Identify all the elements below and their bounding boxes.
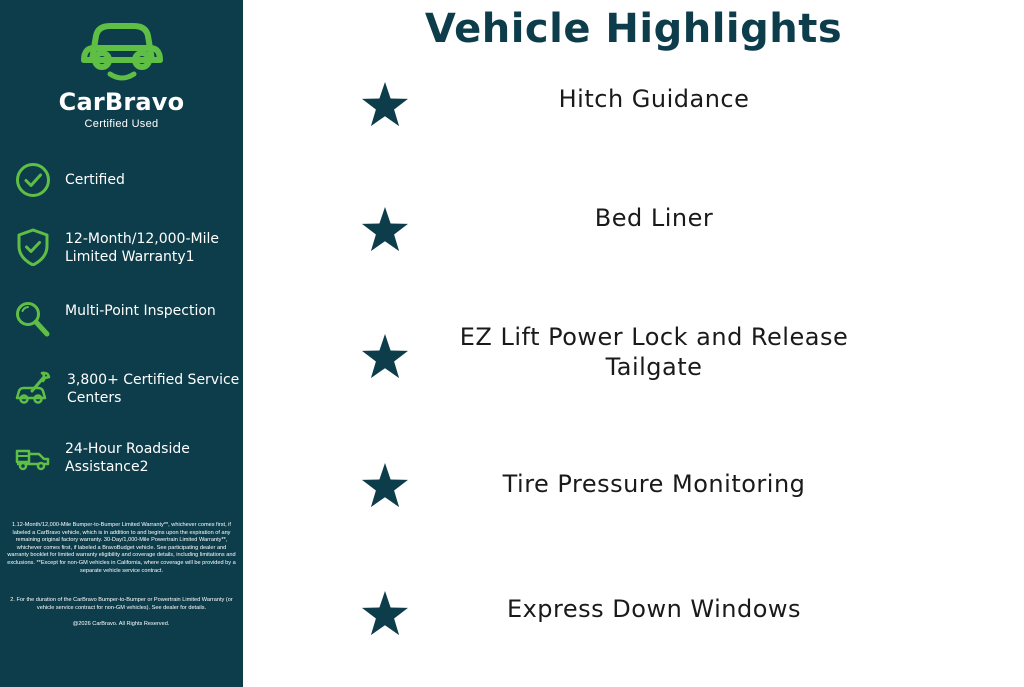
magnifier-icon xyxy=(14,300,52,338)
page-title: Vehicle Highlights xyxy=(424,6,843,52)
star-icon xyxy=(360,461,410,511)
star-icon xyxy=(360,332,410,382)
wrench-car-icon xyxy=(14,369,52,407)
star-icon xyxy=(360,80,410,130)
checkmark-circle-icon xyxy=(14,161,52,199)
feature-label: 24-Hour Roadside Assistance2 xyxy=(65,441,190,475)
feature-inspection xyxy=(0,300,243,350)
fineprint-warranty-note: 1.12-Month/12,000-Mile Bumper-to-Bumper Limited Warranty**, whichever comes first, if labeled a CarBravo vehicle, which is in addition to and begins upon the expiration of any remaining original factory warranty. 30-Day/1,000-Mile Powertrain Limited Warranty**, whichever comes first, if labeled a BravoBudget vehicle. See participating dealer and warranty booklet for limited warranty eligibility and coverage details, including limitations and exclusions. **Except for non-GM vehicles in California, where coverage will be provided by a separate vehicle service contract. xyxy=(7,522,236,574)
brand-name: CarBravo xyxy=(58,88,185,116)
highlight-label: Bed Liner xyxy=(594,204,714,232)
feature-label: 12-Month/12,000-Mile Limited Warranty1 xyxy=(65,231,219,265)
fineprint-roadside-note: 2. For the duration of the CarBravo Bumper-to-Bumper or Powertrain Limited Warranty (or vehicle service contract for non-GM vehicles). See dealer for details. xyxy=(10,597,233,611)
highlight-label: Tire Pressure Monitoring xyxy=(502,470,806,498)
highlight-label: Express Down Windows xyxy=(506,595,802,623)
feature-label: 3,800+ Certified Service Centers xyxy=(67,372,240,406)
highlight-label: Hitch Guidance xyxy=(558,85,750,113)
highlight-label: EZ Lift Power Lock and Release Tailgate xyxy=(459,323,849,381)
feature-certified xyxy=(0,161,243,211)
tow-truck-icon xyxy=(14,438,52,476)
feature-label: Multi-Point Inspection xyxy=(65,303,216,319)
shield-check-icon xyxy=(14,228,52,266)
sidebar-panel xyxy=(0,0,243,687)
feature-label: Certified xyxy=(65,172,125,188)
car-face-icon xyxy=(80,18,164,84)
star-icon xyxy=(360,589,410,639)
brand-tagline: Certified Used xyxy=(84,118,159,130)
feature-roadside xyxy=(0,438,243,488)
star-icon xyxy=(360,205,410,255)
brand-logo xyxy=(0,18,243,130)
fineprint-copyright: @2026 CarBravo. All Rights Reserved. xyxy=(72,621,170,627)
feature-warranty xyxy=(0,228,243,278)
feature-service-centers xyxy=(0,369,243,419)
